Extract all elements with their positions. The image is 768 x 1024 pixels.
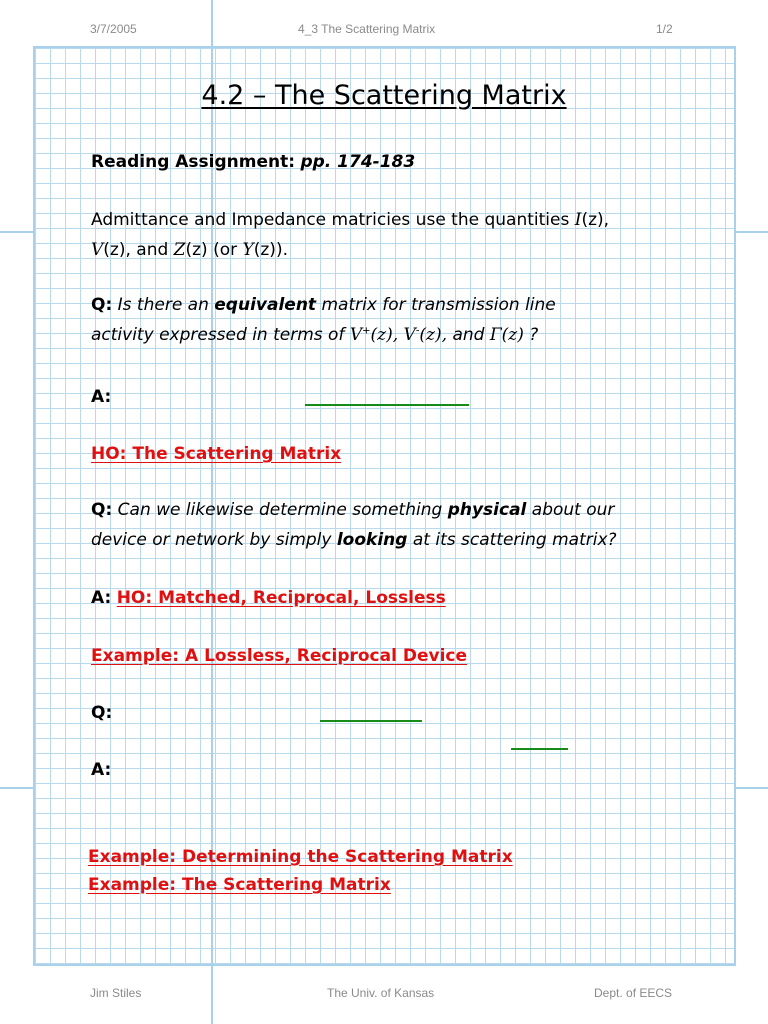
q-label: Q: bbox=[91, 295, 113, 315]
q1-text: matrix for transmission line bbox=[316, 295, 556, 315]
question3-label: Q: bbox=[91, 703, 113, 723]
superscript-minus: - bbox=[415, 325, 420, 337]
footer-dept: Dept. of EECS bbox=[594, 986, 673, 1000]
superscript-plus: + bbox=[362, 325, 371, 337]
para1-text: (z)). bbox=[253, 240, 288, 260]
answer3-label: A: bbox=[91, 760, 112, 780]
answer2 bbox=[91, 588, 446, 608]
para1-text: Admittance and Impedance matricies use the quantities bbox=[91, 210, 575, 230]
question3-rule bbox=[320, 720, 422, 722]
math-i: I bbox=[574, 210, 582, 230]
q1-line1 bbox=[91, 295, 556, 315]
example-determining-link[interactable] bbox=[88, 847, 513, 867]
answer1-rule bbox=[305, 404, 469, 406]
math-vplus: V bbox=[349, 325, 363, 345]
math-y: Y bbox=[242, 240, 254, 260]
para1-text: (z) (or bbox=[185, 240, 243, 260]
q-label: Q: bbox=[91, 500, 113, 520]
footer-author: Jim Stiles bbox=[90, 986, 142, 1000]
para1-line1 bbox=[91, 210, 609, 230]
para1-line2 bbox=[91, 240, 288, 260]
footer-university: The Univ. of Kansas bbox=[327, 986, 435, 1000]
q1-line2 bbox=[91, 325, 538, 345]
para1-text: (z), and bbox=[103, 240, 174, 260]
handout-link-text[interactable]: HO: The Scattering Matrix bbox=[91, 444, 342, 464]
q1-text: activity expressed in terms of bbox=[91, 325, 350, 345]
q2-emphasis: physical bbox=[447, 500, 527, 520]
q1-emphasis: equivalent bbox=[214, 295, 317, 315]
reading-assignment bbox=[91, 152, 415, 172]
q1-text: ? bbox=[523, 325, 539, 345]
math-vminus: V bbox=[403, 325, 416, 345]
question3-rule-short bbox=[511, 748, 568, 750]
q2-text: about our bbox=[526, 500, 615, 520]
reading-label: Reading Assignment: bbox=[91, 152, 296, 172]
q2-text: Can we likewise determine something bbox=[117, 500, 448, 520]
header-date: 3/7/2005 bbox=[90, 22, 137, 36]
q2-line2 bbox=[91, 530, 617, 550]
example-link-text[interactable]: Example: A Lossless, Reciprocal Device bbox=[91, 646, 468, 666]
header-file: 4_3 The Scattering Matrix bbox=[298, 22, 436, 36]
math-gamma: Γ(z) bbox=[489, 325, 524, 345]
reading-pages: pp. 174-183 bbox=[300, 152, 416, 172]
q1-text: and bbox=[447, 325, 490, 345]
example-link-text[interactable]: Example: The Scattering Matrix bbox=[88, 875, 391, 895]
example-lossless-reciprocal-link[interactable] bbox=[91, 646, 467, 666]
handout-scattering-matrix-link[interactable] bbox=[91, 444, 341, 464]
math-arg: (z), bbox=[370, 325, 399, 345]
example-link-text[interactable]: Example: Determining the Scattering Matrix bbox=[88, 847, 513, 867]
math-arg: (z), bbox=[581, 210, 610, 230]
math-arg: (z), bbox=[419, 325, 448, 345]
q1-text: Is there an bbox=[117, 295, 215, 315]
q2-line1 bbox=[91, 500, 614, 520]
page-title: 4.2 – The Scattering Matrix bbox=[201, 80, 567, 111]
header-page: 1/2 bbox=[656, 22, 673, 36]
q2-text: at its scattering matrix? bbox=[407, 530, 617, 550]
handout-matched-reciprocal-lossless-link[interactable]: HO: Matched, Reciprocal, Lossless bbox=[116, 588, 446, 608]
math-v: V bbox=[91, 240, 104, 260]
example-scattering-matrix-link[interactable] bbox=[88, 875, 391, 895]
q2-text: device or network by simply bbox=[91, 530, 337, 550]
math-z: Z bbox=[173, 240, 186, 260]
q2-emphasis: looking bbox=[336, 530, 408, 550]
answer1-label: A: bbox=[91, 387, 112, 407]
answer-label: A: bbox=[91, 588, 112, 608]
